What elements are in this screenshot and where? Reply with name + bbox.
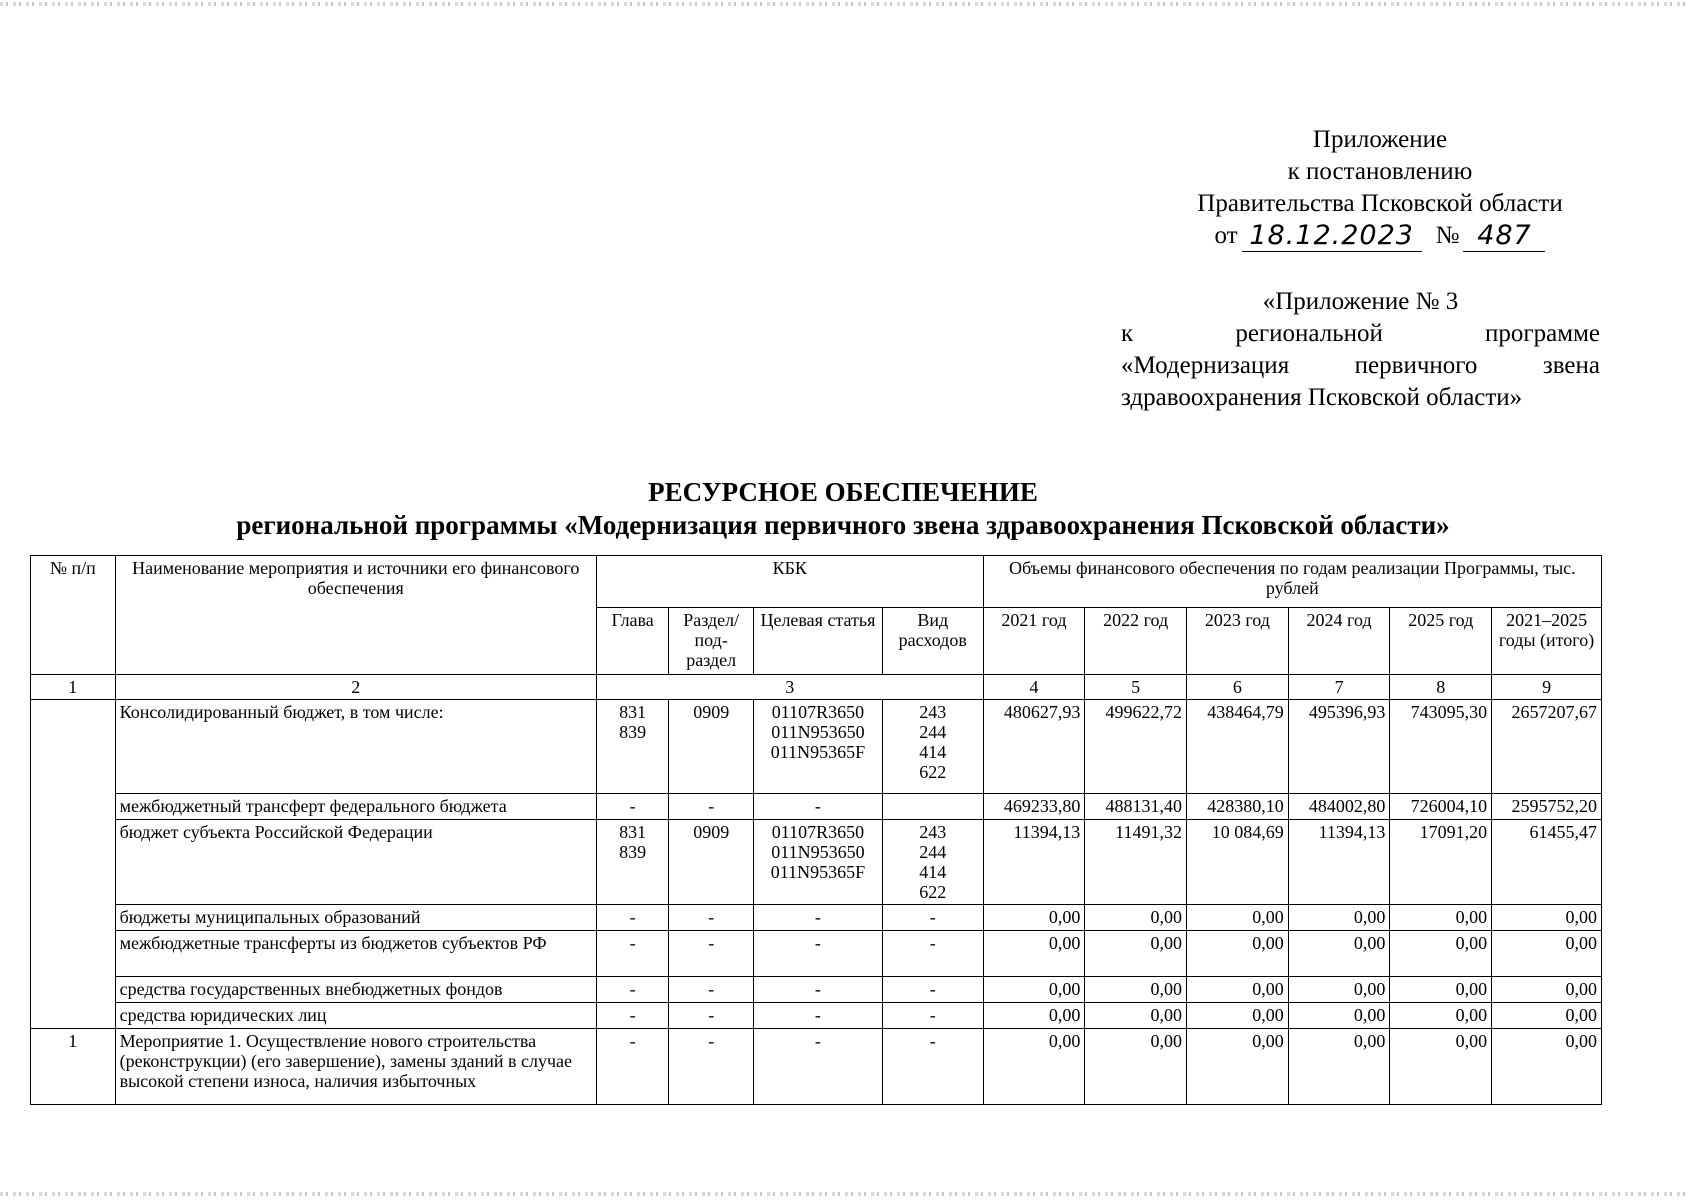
value-cell: 0,00 <box>1492 1029 1602 1105</box>
value-cell: 0,00 <box>1288 905 1390 931</box>
value-cell: 488131,40 <box>1085 794 1187 820</box>
value-cell: 0,00 <box>1288 977 1390 1003</box>
column-number: 4 <box>983 675 1085 700</box>
kbk-razdel-cell: - <box>669 1029 754 1105</box>
resource-table <box>30 555 1602 1105</box>
value-cell: 2657207,67 <box>1492 700 1602 794</box>
value-cell: 0,00 <box>1390 931 1492 977</box>
column-number: 2 <box>115 675 596 700</box>
column-number: 7 <box>1288 675 1390 700</box>
value-cell: 0,00 <box>983 1003 1085 1029</box>
value-cell: 0,00 <box>983 1029 1085 1105</box>
kbk-vid-cell: 243 244 414 622 <box>882 820 983 905</box>
value-cell: 0,00 <box>1288 931 1390 977</box>
header-kbk: КБК <box>596 556 983 608</box>
value-cell: 726004,10 <box>1390 794 1492 820</box>
kbk-celevaya-cell: - <box>753 1029 882 1105</box>
appendix-line-justified <box>1121 318 1600 350</box>
value-cell: 0,00 <box>983 931 1085 977</box>
value-cell: 438464,79 <box>1187 700 1289 794</box>
value-cell: 743095,30 <box>1390 700 1492 794</box>
kbk-celevaya-cell: 01107R3650 011N953650 011N95365F <box>753 700 882 794</box>
header-year: 2023 год <box>1187 608 1289 675</box>
value-cell: 428380,10 <box>1187 794 1289 820</box>
kbk-glava-cell: - <box>596 1029 669 1105</box>
value-cell: 0,00 <box>1288 1029 1390 1105</box>
value-cell: 0,00 <box>1085 905 1187 931</box>
value-cell: 0,00 <box>1085 931 1187 977</box>
number-prefix: № <box>1435 222 1460 249</box>
appendix-reference <box>1121 286 1600 414</box>
value-cell: 0,00 <box>1492 905 1602 931</box>
kbk-vid-cell: - <box>882 1003 983 1029</box>
kbk-glava-cell: - <box>596 905 669 931</box>
row-name-cell: межбюджетный трансферт федерального бюджета <box>115 794 596 820</box>
value-cell: 0,00 <box>1187 977 1289 1003</box>
word: первичного <box>1354 352 1478 379</box>
kbk-razdel-cell: - <box>669 794 754 820</box>
value-cell: 0,00 <box>1492 931 1602 977</box>
value-cell: 0,00 <box>1390 977 1492 1003</box>
value-cell: 0,00 <box>1390 1003 1492 1029</box>
column-number: 9 <box>1492 675 1602 700</box>
kbk-glava-cell: - <box>596 794 669 820</box>
value-cell: 0,00 <box>1187 931 1289 977</box>
value-cell: 0,00 <box>1187 1003 1289 1029</box>
kbk-vid-cell: - <box>882 931 983 977</box>
value-cell: 2595752,20 <box>1492 794 1602 820</box>
handwritten-number: 487 <box>1463 221 1545 252</box>
kbk-celevaya-cell: - <box>753 977 882 1003</box>
scan-edge-bottom <box>0 1192 1686 1196</box>
kbk-vid-cell <box>882 794 983 820</box>
appendix-line: здравоохранения Псковской области» <box>1121 384 1523 411</box>
table-row <box>31 700 1602 794</box>
appendix-line-justified <box>1121 350 1600 382</box>
value-cell: 11394,13 <box>1288 820 1390 905</box>
kbk-glava-cell: - <box>596 931 669 977</box>
kbk-razdel-cell: - <box>669 905 754 931</box>
value-cell: 0,00 <box>1390 905 1492 931</box>
header-volumes: Объемы финансового обеспечения по годам реализации Программы, тыс. рублей <box>983 556 1601 608</box>
title-line-2: региональной программы «Модернизация первичного звена здравоохранения Псковской области» <box>236 510 1450 540</box>
value-cell: 499622,72 <box>1085 700 1187 794</box>
table-row <box>31 820 1602 905</box>
kbk-vid-cell: - <box>882 905 983 931</box>
appendix-line: «Приложение № 3 <box>1262 288 1459 315</box>
header-year: 2024 год <box>1288 608 1390 675</box>
row-name-cell: бюджеты муниципальных образований <box>115 905 596 931</box>
row-number-cell: 1 <box>31 1029 116 1105</box>
row-name-cell: Мероприятие 1. Осуществление нового строительства (реконструкции) (его завершение), замены зданий в случае высокой степени износа, наличия избыточных <box>115 1029 596 1105</box>
header-year: 2022 год <box>1085 608 1187 675</box>
header-name: Наименование мероприятия и источники его финансового обеспечения <box>115 556 596 675</box>
value-cell: 0,00 <box>1492 1003 1602 1029</box>
word: программе <box>1485 320 1600 347</box>
value-cell: 0,00 <box>1390 1029 1492 1105</box>
value-cell: 484002,80 <box>1288 794 1390 820</box>
kbk-glava-cell: - <box>596 977 669 1003</box>
value-cell: 469233,80 <box>983 794 1085 820</box>
kbk-razdel-cell: 0909 <box>669 820 754 905</box>
value-cell: 0,00 <box>1288 1003 1390 1029</box>
row-name-cell: средства государственных внебюджетных фондов <box>115 977 596 1003</box>
value-cell: 0,00 <box>1085 1029 1187 1105</box>
header-line: Приложение <box>1312 126 1448 153</box>
row-name-cell: межбюджетные трансферты из бюджетов субъектов РФ <box>115 931 596 977</box>
word: «Модернизация <box>1121 352 1290 379</box>
value-cell: 11394,13 <box>983 820 1085 905</box>
table-row <box>31 1029 1602 1105</box>
header-line: Правительства Псковской области <box>1197 190 1563 217</box>
kbk-celevaya-cell: - <box>753 931 882 977</box>
handwritten-date: 18.12.2023 <box>1242 221 1422 252</box>
date-prefix: от <box>1214 222 1238 249</box>
value-cell: 0,00 <box>983 905 1085 931</box>
kbk-razdel-cell: 0909 <box>669 700 754 794</box>
kbk-celevaya-cell: - <box>753 1003 882 1029</box>
kbk-celevaya-cell: - <box>753 905 882 931</box>
column-number: 6 <box>1187 675 1289 700</box>
header-total: 2021–2025 годы (итого) <box>1492 608 1602 675</box>
kbk-glava-cell: - <box>596 1003 669 1029</box>
date-number-line <box>1150 220 1610 252</box>
table-row <box>31 931 1602 977</box>
value-cell: 0,00 <box>1187 905 1289 931</box>
value-cell: 0,00 <box>983 977 1085 1003</box>
header-year: 2025 год <box>1390 608 1492 675</box>
kbk-vid-cell: - <box>882 1029 983 1105</box>
table-row <box>31 794 1602 820</box>
header-year: 2021 год <box>983 608 1085 675</box>
column-number: 1 <box>31 675 116 700</box>
row-name-cell: средства юридических лиц <box>115 1003 596 1029</box>
column-number: 8 <box>1390 675 1492 700</box>
word: звена <box>1542 352 1600 379</box>
header-glava: Глава <box>596 608 669 675</box>
column-number: 3 <box>596 675 983 700</box>
header-razdel: Раздел/ под-раздел <box>669 608 754 675</box>
kbk-razdel-cell: - <box>669 1003 754 1029</box>
row-name-cell: Консолидированный бюджет, в том числе: <box>115 700 596 794</box>
kbk-celevaya-cell: 01107R3650 011N953650 011N95365F <box>753 820 882 905</box>
value-cell: 0,00 <box>1085 1003 1187 1029</box>
kbk-vid-cell: - <box>882 977 983 1003</box>
table-body <box>31 700 1602 1105</box>
value-cell: 61455,47 <box>1492 820 1602 905</box>
header-num: № п/п <box>31 556 116 675</box>
header-celevaya: Целевая статья <box>753 608 882 675</box>
title-line-1: РЕСУРСНОЕ ОБЕСПЕЧЕНИЕ <box>648 477 1038 507</box>
kbk-celevaya-cell: - <box>753 794 882 820</box>
word: региональной <box>1235 320 1383 347</box>
value-cell: 11491,32 <box>1085 820 1187 905</box>
value-cell: 480627,93 <box>983 700 1085 794</box>
kbk-razdel-cell: - <box>669 931 754 977</box>
row-name-cell: бюджет субъекта Российской Федерации <box>115 820 596 905</box>
value-cell: 495396,93 <box>1288 700 1390 794</box>
value-cell: 17091,20 <box>1390 820 1492 905</box>
table-row <box>31 1003 1602 1029</box>
kbk-razdel-cell: - <box>669 977 754 1003</box>
kbk-vid-cell: 243 244 414 622 <box>882 700 983 794</box>
header-line: к постановлению <box>1287 158 1473 185</box>
column-number: 5 <box>1085 675 1187 700</box>
value-cell: 0,00 <box>1085 977 1187 1003</box>
approval-header <box>1150 124 1610 252</box>
row-number-cell <box>31 700 116 1029</box>
scan-edge-top <box>0 2 1686 6</box>
value-cell: 10 084,69 <box>1187 820 1289 905</box>
kbk-glava-cell: 831 839 <box>596 700 669 794</box>
document-title <box>0 476 1686 542</box>
value-cell: 0,00 <box>1187 1029 1289 1105</box>
word: к <box>1121 320 1134 347</box>
table-row <box>31 905 1602 931</box>
value-cell: 0,00 <box>1492 977 1602 1003</box>
kbk-glava-cell: 831 839 <box>596 820 669 905</box>
header-vid: Вид расходов <box>882 608 983 675</box>
table-row <box>31 977 1602 1003</box>
